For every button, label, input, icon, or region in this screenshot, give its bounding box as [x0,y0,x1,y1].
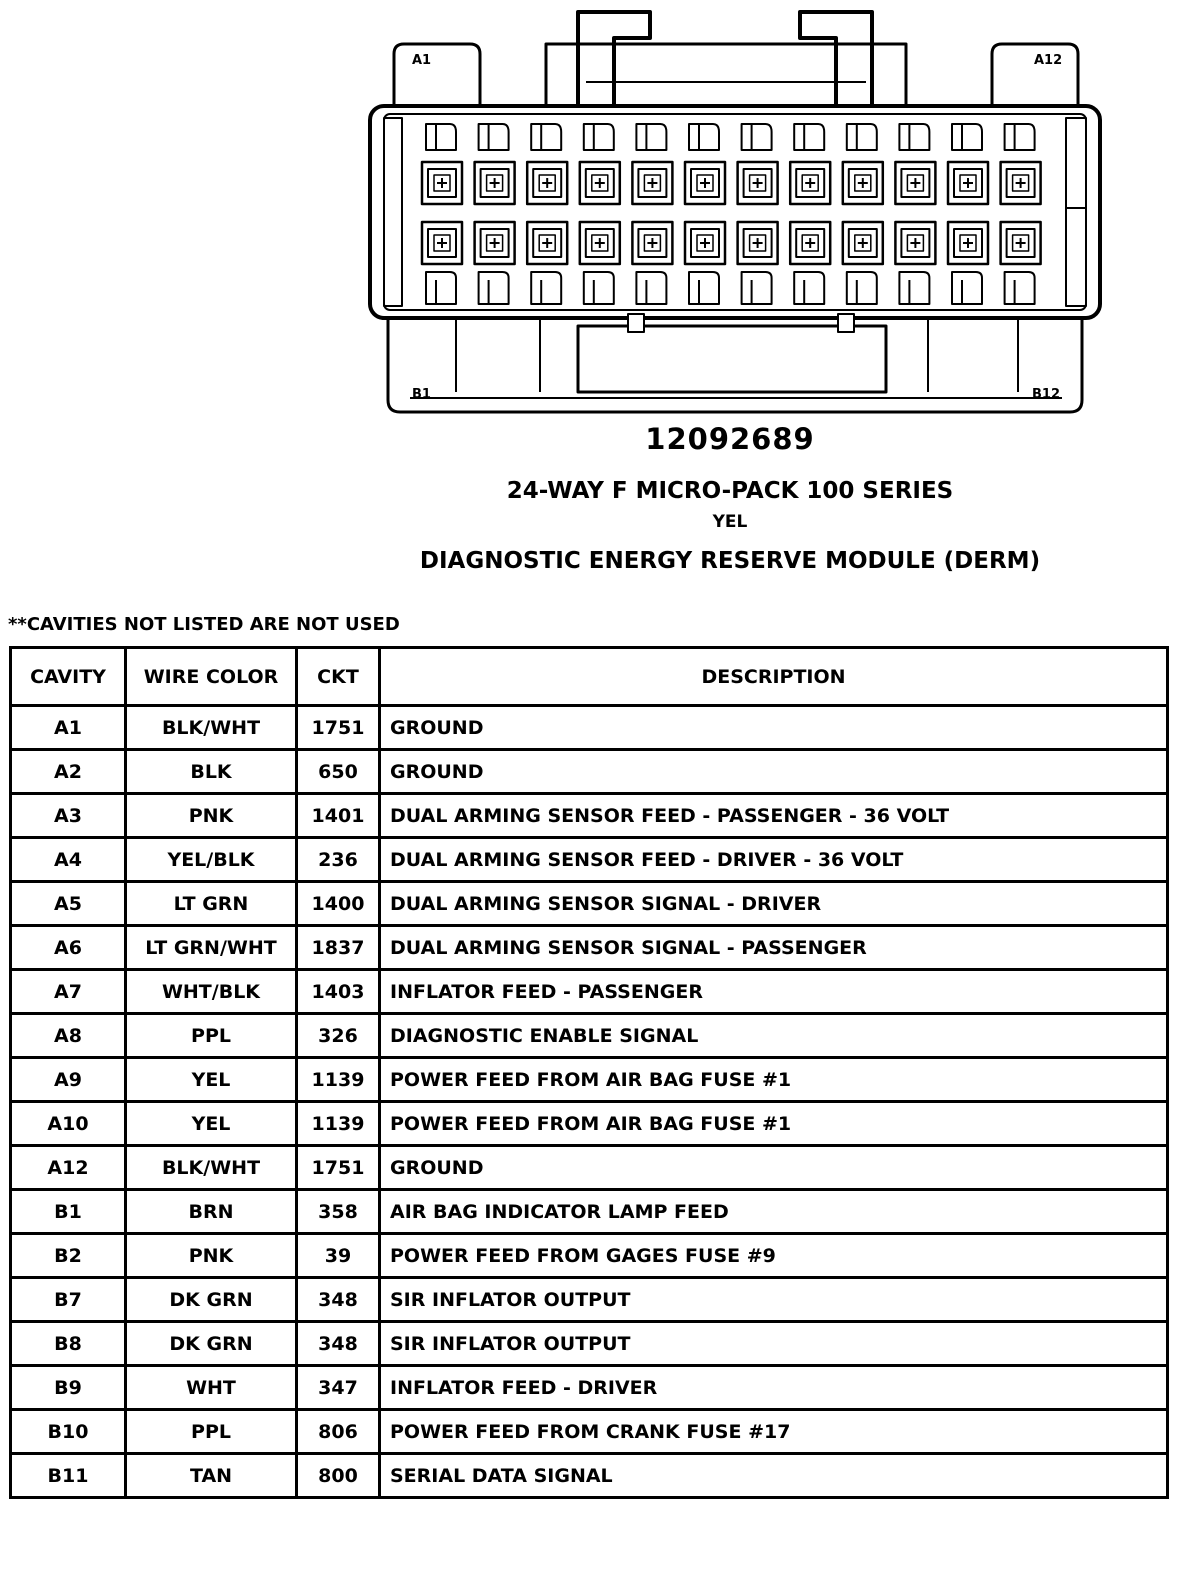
wire-color-cell: PPL [126,1014,297,1058]
ckt-cell: 1751 [297,706,380,750]
pin-label-a12: A12 [1034,53,1063,68]
terminal-slot-top [742,124,772,150]
wire-color-cell: LT GRN [126,882,297,926]
description-cell: GROUND [380,750,1168,794]
table-row [11,1234,1168,1278]
description-cell: DIAGNOSTIC ENABLE SIGNAL [380,1014,1168,1058]
terminal-slot-top [847,124,877,150]
description-cell: AIR BAG INDICATOR LAMP FEED [380,1190,1168,1234]
unused-cavities-note: **CAVITIES NOT LISTED ARE NOT USED [8,614,400,635]
wire-color-cell: WHT [126,1366,297,1410]
table-row [11,882,1168,926]
description-cell: POWER FEED FROM CRANK FUSE #17 [380,1410,1168,1454]
terminal-slot-bottom [636,272,666,304]
terminal-slot-bottom [689,272,719,304]
cavity-cell: A7 [11,970,126,1014]
ckt-cell: 348 [297,1322,380,1366]
wire-color-cell: DK GRN [126,1278,297,1322]
terminal-slot-bottom [847,272,877,304]
cavity-cell: A1 [11,706,126,750]
ckt-cell: 236 [297,838,380,882]
table-row [11,1454,1168,1498]
ckt-cell: 800 [297,1454,380,1498]
table-row [11,970,1168,1014]
ckt-cell: 348 [297,1278,380,1322]
table-row [11,1190,1168,1234]
connector-color: YEL [712,512,748,532]
cavity-cell: A8 [11,1014,126,1058]
wire-color-cell: PPL [126,1410,297,1454]
description-cell: SERIAL DATA SIGNAL [380,1454,1168,1498]
cavity-cell: A5 [11,882,126,926]
cavity-cell: B7 [11,1278,126,1322]
pin-label-b1: B1 [412,387,431,402]
terminal-slot-bottom [479,272,509,304]
terminal-slot-top [899,124,929,150]
wire-color-cell: PNK [126,794,297,838]
pin-label-b12: B12 [1032,387,1060,402]
cavity-cell: B8 [11,1322,126,1366]
ckt-cell: 1400 [297,882,380,926]
ckt-cell: 326 [297,1014,380,1058]
table-row [11,1058,1168,1102]
cavity-cell: B1 [11,1190,126,1234]
terminal-slot-top [689,124,719,150]
terminal-slot-bottom [426,272,456,304]
terminal-slot-bottom [1005,272,1035,304]
wire-color-cell: YEL/BLK [126,838,297,882]
header-description: DESCRIPTION [380,648,1168,706]
part-number: 12092689 [645,422,815,456]
table-row [11,1322,1168,1366]
terminal-slot-top [1005,124,1035,150]
description-cell: SIR INFLATOR OUTPUT [380,1322,1168,1366]
cavity-cell: A10 [11,1102,126,1146]
cavity-cell: A9 [11,1058,126,1102]
ckt-cell: 650 [297,750,380,794]
table-row [11,1366,1168,1410]
ckt-cell: 1837 [297,926,380,970]
cavity-cell: A2 [11,750,126,794]
terminal-slot-bottom [952,272,982,304]
table-row [11,1014,1168,1058]
header-ckt: CKT [297,648,380,706]
terminal-slot-top [952,124,982,150]
description-cell: DUAL ARMING SENSOR FEED - DRIVER - 36 VOLT [380,838,1168,882]
module-name: DIAGNOSTIC ENERGY RESERVE MODULE (DERM) [419,548,1041,574]
description-cell: GROUND [380,706,1168,750]
wire-color-cell: BRN [126,1190,297,1234]
wire-color-cell: WHT/BLK [126,970,297,1014]
description-cell: INFLATOR FEED - DRIVER [380,1366,1168,1410]
cavity-cell: A12 [11,1146,126,1190]
header-row [11,648,1168,706]
ckt-cell: 39 [297,1234,380,1278]
wire-color-cell: BLK [126,750,297,794]
terminal-slot-bottom [531,272,561,304]
table-row [11,1278,1168,1322]
wire-color-cell: PNK [126,1234,297,1278]
terminal-slot-top [584,124,614,150]
wire-color-cell: BLK/WHT [126,1146,297,1190]
table-row [11,706,1168,750]
description-cell: DUAL ARMING SENSOR FEED - PASSENGER - 36 VOLT [380,794,1168,838]
description-cell: DUAL ARMING SENSOR SIGNAL - PASSENGER [380,926,1168,970]
ckt-cell: 1751 [297,1146,380,1190]
ckt-cell: 1139 [297,1058,380,1102]
cavity-cell: A4 [11,838,126,882]
wire-color-cell: BLK/WHT [126,706,297,750]
terminal-slot-bottom [899,272,929,304]
terminal-slot-bottom [742,272,772,304]
terminal-slot-top [479,124,509,150]
ckt-cell: 347 [297,1366,380,1410]
table-row [11,926,1168,970]
connector-type: 24-WAY F MICRO-PACK 100 SERIES [506,478,954,504]
table-row [11,1102,1168,1146]
description-cell: INFLATOR FEED - PASSENGER [380,970,1168,1014]
header-cavity: CAVITY [11,648,126,706]
ckt-cell: 358 [297,1190,380,1234]
wire-color-cell: TAN [126,1454,297,1498]
description-cell: POWER FEED FROM GAGES FUSE #9 [380,1234,1168,1278]
terminal-slot-top [794,124,824,150]
cavity-cell: A3 [11,794,126,838]
wire-color-cell: LT GRN/WHT [126,926,297,970]
ckt-cell: 1401 [297,794,380,838]
cavity-cell: B2 [11,1234,126,1278]
header-wire-color: WIRE COLOR [126,648,297,706]
description-cell: SIR INFLATOR OUTPUT [380,1278,1168,1322]
wire-color-cell: DK GRN [126,1322,297,1366]
description-cell: DUAL ARMING SENSOR SIGNAL - DRIVER [380,882,1168,926]
ckt-cell: 806 [297,1410,380,1454]
ckt-cell: 1403 [297,970,380,1014]
table-row [11,750,1168,794]
table-row [11,794,1168,838]
cavity-cell: B11 [11,1454,126,1498]
pinout-table [9,646,1169,1499]
terminal-slot-bottom [794,272,824,304]
table-row [11,838,1168,882]
cavity-cell: A6 [11,926,126,970]
description-cell: GROUND [380,1146,1168,1190]
wire-color-cell: YEL [126,1058,297,1102]
description-cell: POWER FEED FROM AIR BAG FUSE #1 [380,1102,1168,1146]
table-row [11,1146,1168,1190]
ckt-cell: 1139 [297,1102,380,1146]
connector-diagram [0,0,1184,420]
cavity-cell: B9 [11,1366,126,1410]
terminal-slot-top [426,124,456,150]
pin-label-a1: A1 [412,53,432,68]
cavity-cell: B10 [11,1410,126,1454]
terminal-slot-top [636,124,666,150]
terminal-slot-bottom [584,272,614,304]
description-cell: POWER FEED FROM AIR BAG FUSE #1 [380,1058,1168,1102]
table-row [11,1410,1168,1454]
terminal-slot-top [531,124,561,150]
wire-color-cell: YEL [126,1102,297,1146]
